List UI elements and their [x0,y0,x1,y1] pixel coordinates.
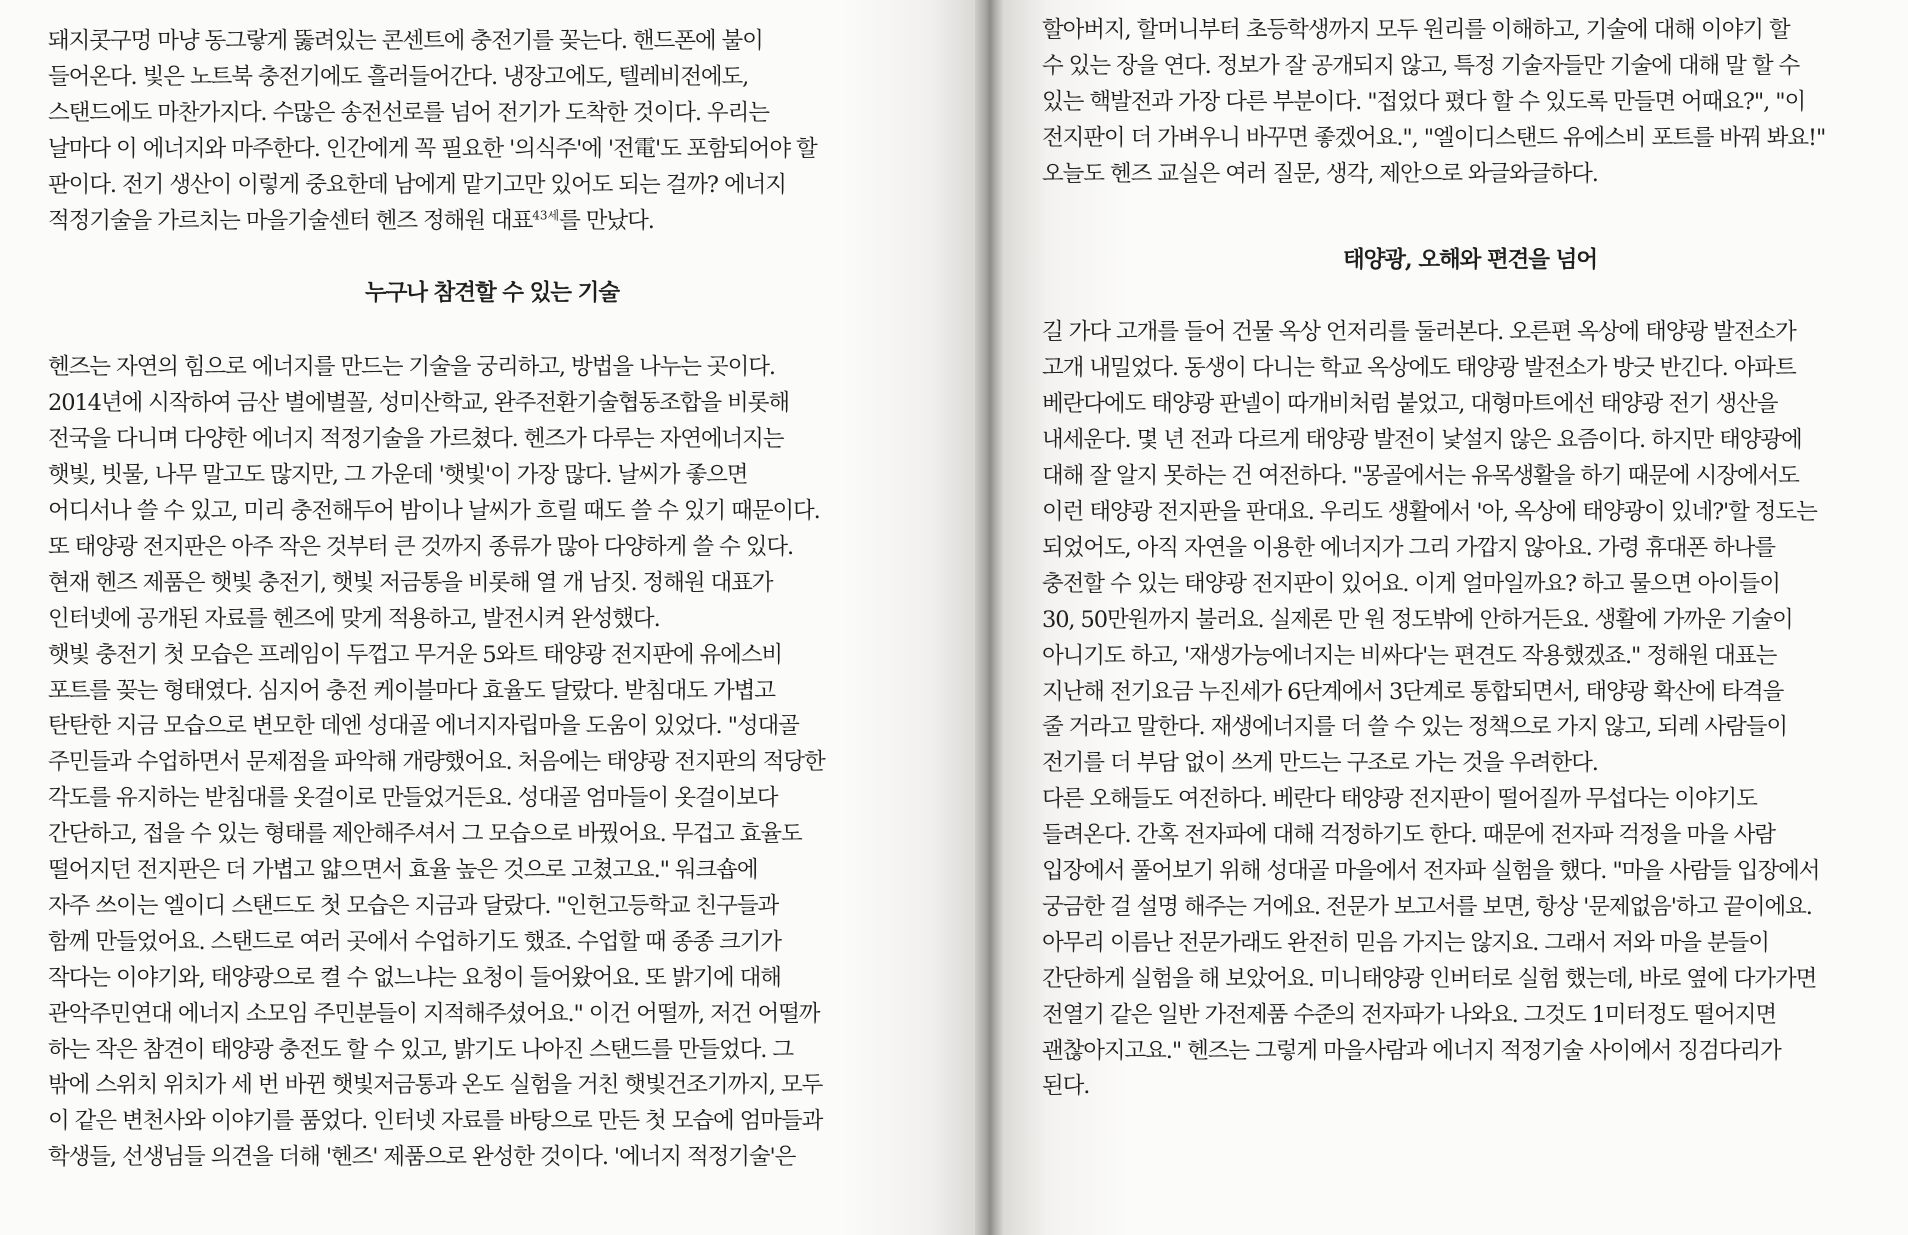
left-body-paragraph: 헨즈는 자연의 힘으로 에너지를 만드는 기술을 궁리하고, 방법을 나누는 곳이다. 2014년에 시작하여 금산 별에별꼴, 성미산학교, 완주전환기술협동조합을 비롯해 전국을 다니며 다양한 에너지 적정기술을 가르쳤다. 헨즈가 다루는 자연에너지는 햇빛, 빗물, 나무 말고도 많지만, 그 가운데 '햇빛'이 가장 많다. 날씨가 좋으면 어디서나 쓸 수 있고, 미리 충전해두어 밤이나 날씨가 흐릴 때도 쓸 수 있기 때문이다. 또 태양광 전지판은 아주 작은 것부터 큰 것까지 종류가 많아 다양하게 쓸 수 있다. 현재 헨즈 제품은 햇빛 충전기, 햇빛 저금통을 비롯해 열 개 남짓. 정해원 대표가 인터넷에 공개된 자료를 헨즈에 맞게 적용하고, 발전시켜 완성했다. 햇빛 충전기 첫 모습은 프레임이 두껍고 무거운 5와트 태양광 전지판에 유에스비 포트를 꽂는 형태였다. 심지어 충전 케이블마다 효율도 달랐다. 받침대도 가볍고 탄탄한 지금 모습으로 변모한 데엔 성대골 에너지자립마을 도움이 있었다. "성대골 주민들과 수업하면서 문제점을 파악해 개량했어요. 처음에는 태양광 전지판의 적당한 각도를 유지하는 받침대를 옷걸이로 만들었거든요. 성대골 엄마들이 옷걸이보다 간단하고, 접을 수 있는 형태를 제안해주셔서 그 모습으로 바꿨어요. 무겁고 효율도 떨어지던 전지판은 더 가볍고 얇으면서 효율 높은 것으로 고쳤고요." 워크숍에 자주 쓰이는 엘이디 스탠드도 첫 모습은 지금과 달랐다. "인헌고등학교 친구들과 함께 만들었어요. 스탠드로 여러 곳에서 수업하기도 했죠. 수업할 때 종종 크기가 작다는 이야기와, 태양광으로 켤 수 없느냐는 요청이 들어왔어요. 또 밝기에 대해 관악주민연대 에너지 소모임 주민분들이 지적해주셨어요." 이건 어떨까, 저건 어떨까 하는 작은 참견이 태양광 충전도 할 수 있고, 밝기도 나아진 스탠드를 만들었다. 그 밖에 스위치 위치가 세 번 바뀐 햇빛저금통과 온도 실험을 거친 햇빛건조기까지, 모두 이 같은 변천사와 이야기를 품었다. 인터넷 자료를 바탕으로 만든 첫 모습에 엄마들과 학생들, 선생님들 의견을 더해 '헨즈' 제품으로 완성한 것이다. '에너지 적정기술'은 [48,354,825,1171]
right-section-heading: 태양광, 오해와 편견을 넘어 [1343,246,1597,273]
book-gutter [975,0,1005,1235]
right-page [1003,0,1908,1235]
left-intro-paragraph [48,24,920,239]
right-body-paragraph: 길 가다 고개를 들어 건물 옥상 언저리를 둘러본다. 오른편 옥상에 태양광 발전소가 고개 내밀었다. 동생이 다니는 학교 옥상에도 태양광 발전소가 방긋 반긴다. 아파트 베란다에도 태양광 판넬이 따개비처럼 붙었고, 대형마트에선 태양광 전기 생산을 내세운다. 몇 년 전과 다르게 태양광 발전이 낯설지 않은 요즘이다. 하지만 태양광에 대해 잘 알지 못하는 건 여전하다. "몽골에서는 유목생활을 하기 때문에 시장에서도 이런 태양광 전지판을 판대요. 우리도 생활에서 '아, 옥상에 태양광이 있네?'할 정도는 되었어도, 아직 자연을 이용한 에너지가 그리 가깝지 않아요. 가령 휴대폰 하나를 충전할 수 있는 태양광 전지판이 있어요. 이게 얼마일까요? 하고 물으면 아이들이 30, 50만원까지 불러요. 실제론 만 원 정도밖에 안하거든요. 생활에 가까운 기술이 아니기도 하고, '재생가능에너지는 비싸다'는 편견도 작용했겠죠." 정해원 대표는 지난해 전기요금 누진세가 6단계에서 3단계로 통합되면서, 태양광 확산에 타격을 줄 거라고 말한다. 재생에너지를 더 쓸 수 있는 정책으로 가지 않고, 되레 사람들이 전기를 더 부담 없이 쓰게 만드는 구조로 가는 것을 우려한다. 다른 오해들도 여전하다. 베란다 태양광 전지판이 떨어질까 무섭다는 이야기도 들려온다. 간혹 전자파에 대해 걱정하기도 한다. 때문에 전자파 걱정을 마을 사람 입장에서 풀어보기 위해 성대골 마을에서 전자파 실험을 했다. "마을 사람들 입장에서 궁금한 걸 설명 해주는 거에요. 전문가 보고서를 보면, 항상 '문제없음'하고 끝이에요. 아무리 이름난 전문가래도 완전히 믿음 가지는 않지요. 그래서 저와 마을 분들이 간단하게 실험을 해 보았어요. 미니태양광 인버터로 실험 했는데, 바로 옆에 다가가면 전열기 같은 일반 가전제품 수준의 전자파가 나와요. 그것도 1미터정도 떨어지면 괜찮아지고요." 헨즈는 그렇게 마을사람과 에너지 적정기술 사이에서 징검다리가 된다. [1042,319,1820,1100]
age-superscript: 43세 [532,208,560,223]
left-intro-text: 돼지콧구멍 마냥 동그랗게 뚫려있는 콘센트에 충전기를 꽂는다. 핸드폰에 불이 들어온다. 빛은 노트북 충전기에도 흘러들어간다. 냉장고에도, 텔레비전에도, 스탠드에도 마찬가지다. 수많은 송전선로를 넘어 전기가 도착한 것이다. 우리는 날마다 이 에너지와 마주한다. 인간에게 꼭 필요한 '의식주'에 '전電'도 포함되어야 할 판이다. 전기 생산이 이렇게 중요한데 남에게 맡기고만 있어도 되는 걸까? 에너지 적정기술을 가르치는 마을기술센터 헨즈 정해원 대표 [48,28,817,234]
left-intro-text-end: 를 만났다. [559,207,654,234]
left-section-heading: 누구나 참견할 수 있는 기술 [365,280,619,307]
right-intro-paragraph: 할아버지, 할머니부터 초등학생까지 모두 원리를 이해하고, 기술에 대해 이야기 할 수 있는 장을 연다. 정보가 잘 공개되지 않고, 특정 기술자들만 기술에 대해 말 할 수 있는 핵발전과 가장 다른 부분이다. "접었다 폈다 할 수 있도록 만들면 어때요?", "이 전지판이 더 가벼우니 바꾸면 좋겠어요.", "엘이디스탠드 유에스비 포트를 바꿔 봐요!" 오늘도 헨즈 교실은 여러 질문, 생각, 제안으로 와글와글하다. [1042,17,1826,187]
